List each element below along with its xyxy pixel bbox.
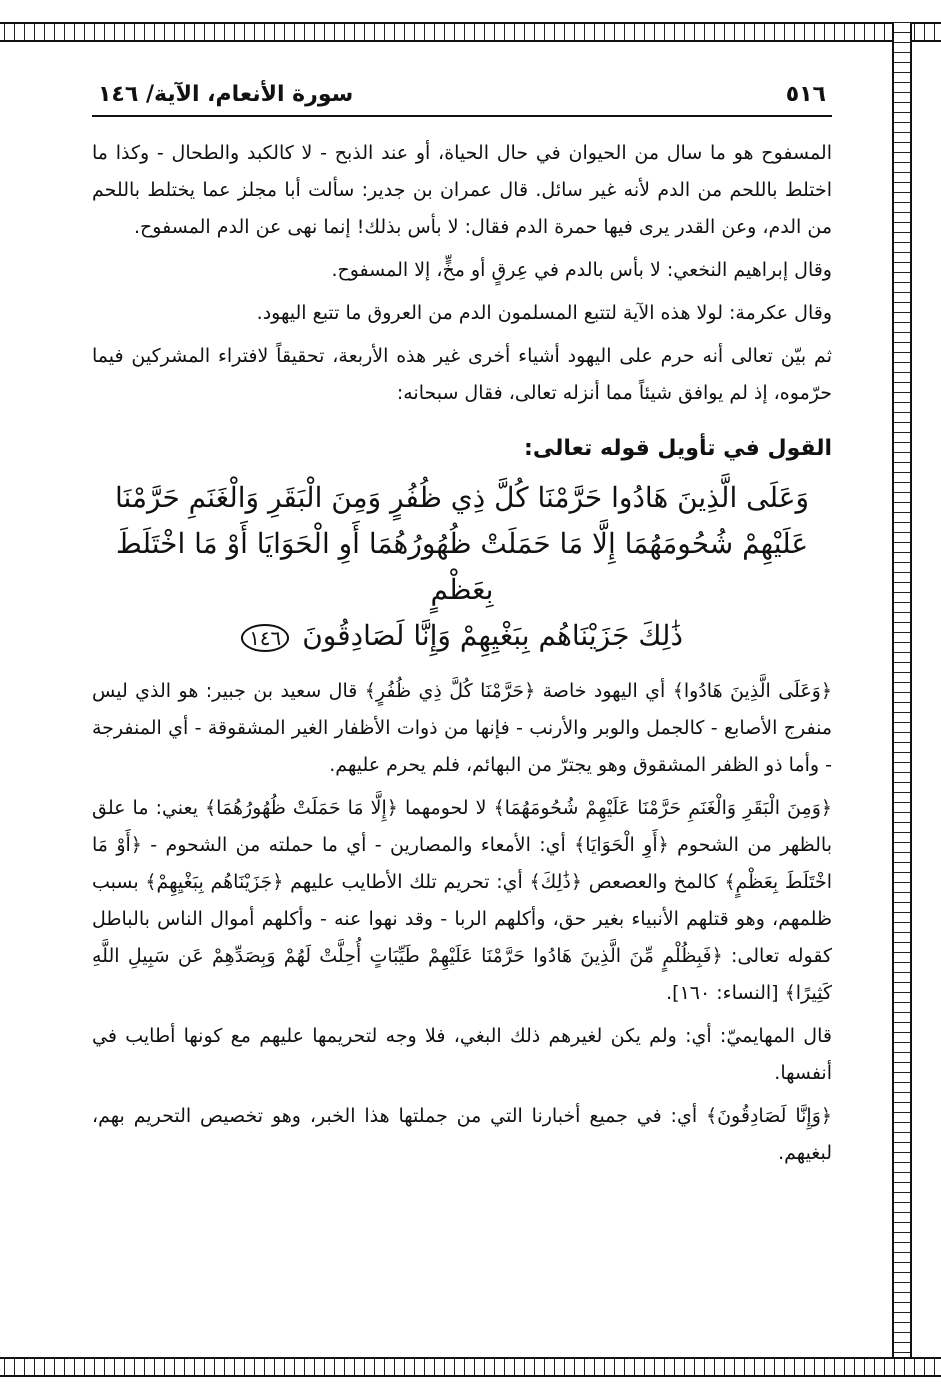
quran-verse bbox=[92, 475, 832, 661]
verse-number: ١٤٦ bbox=[241, 624, 289, 652]
verse-line-3-text: ذَٰلِكَ جَزَيْنَاهُم بِبَغْيِهِمْ وَإِنَّا لَصَادِقُونَ bbox=[302, 619, 683, 652]
paragraph-4: ثم بيّن تعالى أنه حرم على اليهود أشياء أخرى غير هذه الأربعة، تحقيقاً لافتراء المشركين فيما حرّموه، إذ لم يوافق شيئاً مما أنزله تعالى، فقال سبحانه: bbox=[92, 345, 832, 404]
verse-line-1: وَعَلَى الَّذِينَ هَادُوا حَرَّمْنَا كُلَّ ذِي ظُفُرٍ وَمِنَ الْبَقَرِ وَالْغَنَمِ حَرَّمْنَا bbox=[115, 481, 809, 514]
book-page bbox=[92, 60, 832, 1340]
running-title: سورة الأنعام، الآية/ ١٤٦ bbox=[98, 82, 354, 107]
commentary-1: ﴿وَعَلَى الَّذِينَ هَادُوا﴾ أي اليهود خاصة ﴿حَرَّمْنَا كُلَّ ذِي ظُفُرٍ﴾ قال سعيد بن جبير: هو الذي ليس منفرج الأصابع - كالجمل والوبر والأرنب - فإنها من ذوات الأظفار الغير المشقوقة - أي المنفرجة - وأما ذو الظفر المشقوق وهو يجترّ من البهائم، فلم يحرم عليهم. bbox=[92, 680, 832, 776]
decorative-top-border bbox=[0, 22, 941, 42]
running-header bbox=[92, 60, 832, 117]
commentary-4: ﴿وَإِنَّا لَصَادِقُونَ﴾ أي: في جميع أخبارنا التي من جملتها هذا الخبر، وهو تخصيص التحريم بهم، لبغيهم. bbox=[92, 1105, 832, 1164]
paragraph-1: المسفوح هو ما سال من الحيوان في حال الحياة، أو عند الذبح - لا كالكبد والطحال - وكذا ما اختلط باللحم من الدم لأنه غير سائل. قال عمران بن جدير: سألت أبا مجلز عما يختلط باللحم من الدم، وعن القدر يرى فيها حمرة الدم فقال: لا بأس بذلك! إنما نهى عن الدم المسفوح. bbox=[92, 142, 832, 238]
commentary-3: قال المهايميّ: أي: ولم يكن لغيرهم ذلك البغي، فلا وجه لتحريمها عليهم مع كونها أطايب في أنفسها. bbox=[92, 1025, 832, 1084]
page-number: ٥١٦ bbox=[785, 82, 826, 107]
decorative-right-border bbox=[892, 22, 912, 1377]
verse-line-2: عَلَيْهِمْ شُحُومَهُمَا إِلَّا مَا حَمَلَتْ ظُهُورُهُمَا أَوِ الْحَوَايَا أَوْ مَا اخْتَلَطَ بِعَظْمٍ bbox=[115, 527, 809, 606]
page-body bbox=[92, 135, 832, 1172]
commentary-2: ﴿وَمِنَ الْبَقَرِ وَالْغَنَمِ حَرَّمْنَا عَلَيْهِمْ شُحُومَهُمَا﴾ لا لحومهما ﴿إِلَّا مَا حَمَلَتْ ظُهُورُهُمَا﴾ يعني: ما علق بالظهر من الشحوم ﴿أَوِ الْحَوَايَا﴾ أي: الأمعاء والمصارين - أي ما حملته من الشحوم - ﴿أَوْ مَا اخْتَلَطَ بِعَظْمٍ﴾ كالمخ والعصعص ﴿ذَٰلِكَ﴾ أي: تحريم تلك الأطايب عليهم ﴿جَزَيْنَاهُم بِبَغْيِهِمْ﴾ بسبب ظلمهم، وهو قتلهم الأنبياء بغير حق، وأكلهم الربا - وقد نهوا عنه - وأكلهم أموال الناس بالباطل كقوله تعالى: ﴿فَبِظُلْمٍ مِّنَ الَّذِينَ هَادُوا حَرَّمْنَا عَلَيْهِمْ طَيِّبَاتٍ أُحِلَّتْ لَهُمْ وَبِصَدِّهِمْ عَن سَبِيلِ اللَّهِ كَثِيرًا﴾ [النساء: ١٦٠]. bbox=[92, 797, 832, 1004]
paragraph-3: وقال عكرمة: لولا هذه الآية لتتبع المسلمون الدم من العروق ما تتبع اليهود. bbox=[256, 302, 832, 324]
section-heading: القول في تأويل قوله تعالى: bbox=[524, 436, 832, 461]
verse-line-3 bbox=[92, 613, 832, 661]
decorative-bottom-border bbox=[0, 1357, 941, 1377]
paragraph-2: وقال إبراهيم النخعي: لا بأس بالدم في عِرقٍ أو مخٍّ، إلا المسفوح. bbox=[331, 259, 832, 281]
